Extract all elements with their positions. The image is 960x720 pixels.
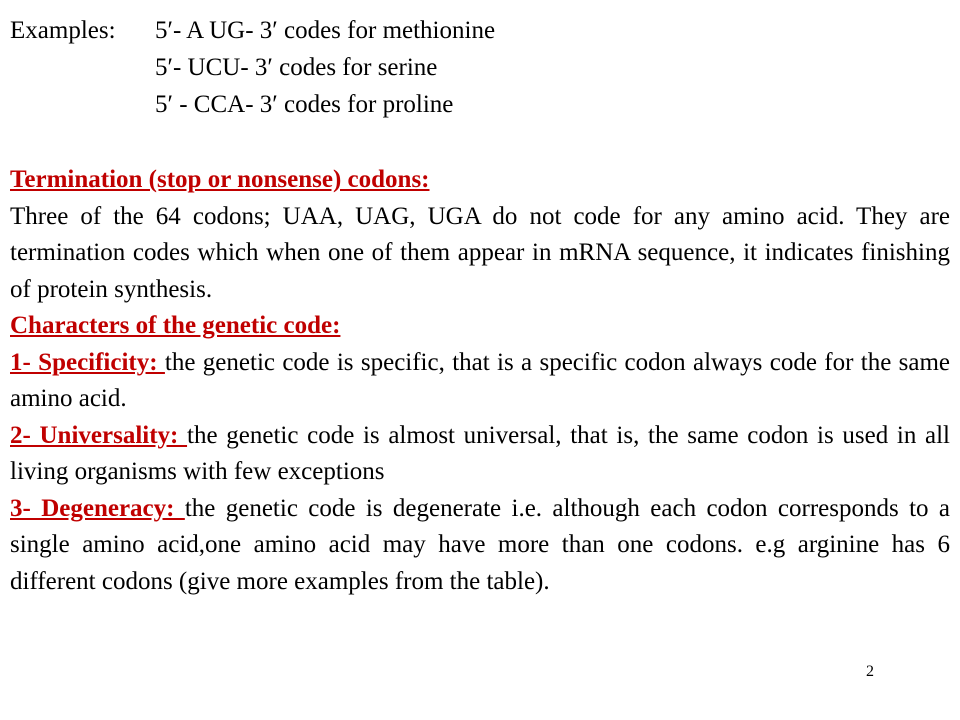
example-text: 5′ - CCA- 3′ codes for proline — [155, 91, 454, 118]
examples-block — [10, 12, 495, 123]
termination-heading: Termination (stop or nonsense) codons: — [10, 166, 430, 193]
characters-heading-line — [10, 308, 950, 345]
example-text: 5′- UCU- 3′ codes for serine — [155, 54, 438, 81]
degeneracy-label: 3- Degeneracy: — [10, 494, 185, 522]
universality-text: the genetic code is almost universal, that is, the same codon is used in all living organisms with few exceptions — [10, 421, 950, 485]
universality-label: 2- Universality: — [10, 421, 188, 449]
body-block — [10, 162, 950, 600]
example-text: 5′- A UG- 3′ codes for methionine — [155, 17, 496, 44]
specificity-text: the genetic code is specific, that is a specific codon always code for the same amino acid. — [10, 348, 951, 412]
example-row — [10, 86, 495, 123]
degeneracy-point — [10, 491, 950, 601]
specificity-label: 1- Specificity: — [10, 348, 165, 376]
termination-paragraph: Three of the 64 codons; UAA, UAG, UGA do not code for any amino acid. They are termination codes which when one of them appear in mRNA sequence, it indicates finishing of protein synthesis. — [10, 202, 950, 303]
example-row — [10, 12, 495, 49]
degeneracy-text: the genetic code is degenerate i.e. although each codon corresponds to a single amino acid,one amino acid may have more than one codons. e.g arginine has 6 different codons (give more examples from the table). — [10, 494, 950, 595]
examples-label: Examples: — [10, 17, 116, 44]
specificity-point — [10, 345, 950, 418]
characters-heading: Characters of the genetic code: — [10, 312, 341, 339]
termination-heading-line — [10, 162, 950, 199]
universality-point — [10, 418, 950, 491]
page-number: 2 — [866, 663, 874, 680]
example-row — [10, 49, 495, 86]
